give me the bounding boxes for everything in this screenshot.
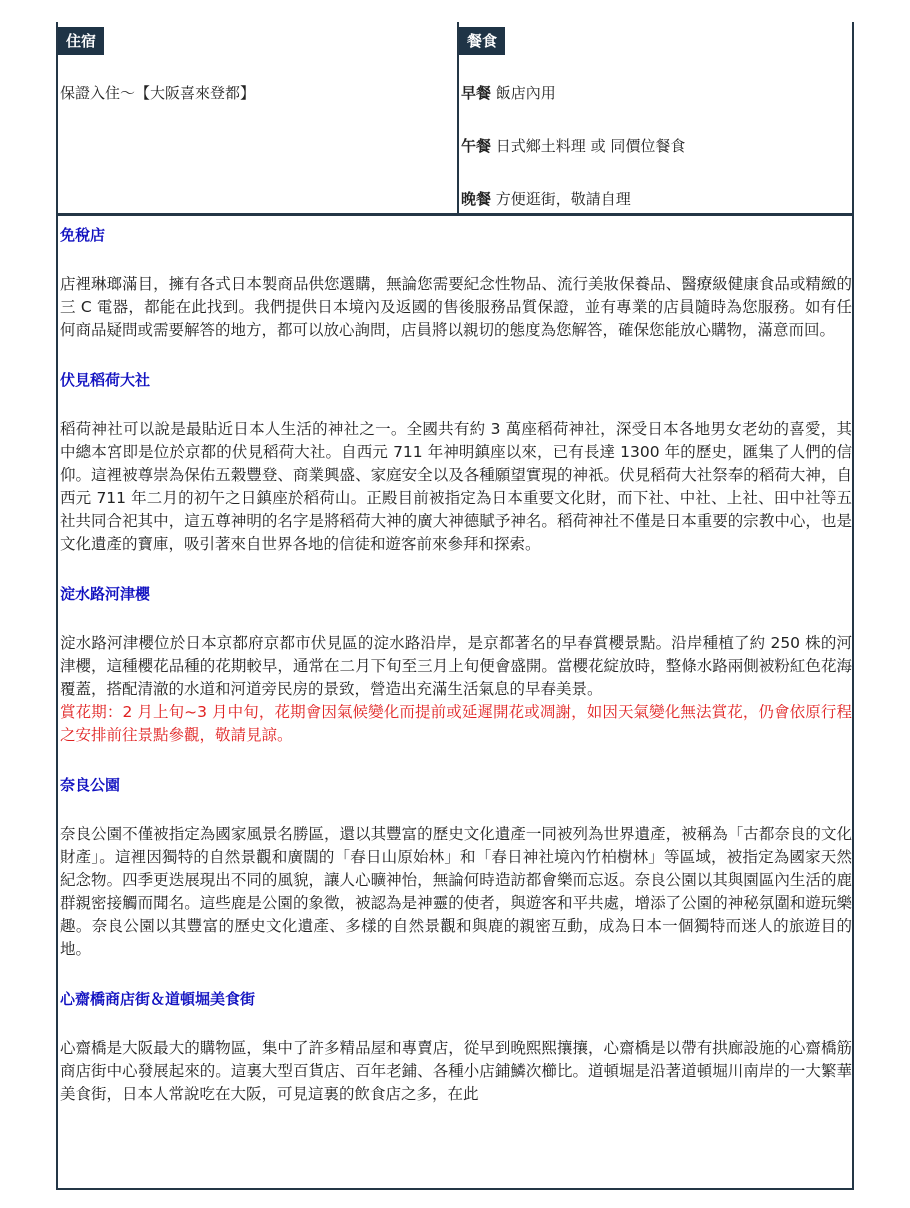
lodging-hotel: 保證入住～【大阪喜來登都】 — [60, 84, 256, 102]
itinerary-day-panel — [56, 22, 854, 1190]
bloom-season-note: 賞花期：2 月上旬~3 月中旬，花期會因氣候變化而提前或延遲開花或凋謝，如因天氣變化無法賞花，仍會依原行程之安排前往景點參觀，敬請見諒。 — [60, 703, 852, 744]
attractions-content — [60, 220, 852, 1133]
meal-value: 飯店內用 — [495, 84, 556, 102]
meal-name: 晚餐 — [461, 190, 492, 208]
meals-label: 餐食 — [459, 27, 505, 55]
meal-name: 午餐 — [461, 137, 492, 155]
section-title-nara-park: 奈良公園 — [60, 776, 121, 794]
section-title-yodo-kawazu-sakura: 淀水路河津櫻 — [60, 585, 151, 603]
section-title-duty-free: 免稅店 — [60, 226, 106, 244]
section-body-nara-park: 奈良公園不僅被指定為國家風景名勝區，還以其豐富的歷史文化遺產一同被列為世界遺產，被稱為「古都奈良的文化財產」。這裡因獨特的自然景觀和廣闊的「春日山原始林」和「春日神社境內竹柏樹林」等區域，被指定為國家天然紀念物。四季更迭展現出不同的風貌，讓人心曠神怡，無論何時造訪都會樂而忘返。奈良公園以其與園區內生活的鹿群親密接觸而聞名。這些鹿是公園的象徵，被認為是神靈的使者，與遊客和平共處，增添了公園的神秘氛圍和遊玩樂趣。奈良公園以其豐富的歷史文化遺產、多樣的自然景觀和與鹿的親密互動，成為日本一個獨特而迷人的旅遊目的地。 — [60, 825, 852, 958]
lodging-label: 住宿 — [58, 27, 104, 55]
meal-breakfast — [461, 83, 556, 103]
section-body-shinsaibashi-dotonbori: 心齋橋是大阪最大的購物區，集中了許多精品屋和專賣店，從早到晚熙熙攘攘，心齋橋是以帶有拱廊設施的心齋橋筋商店街中心發展起來的。這裏大型百貨店、百年老鋪、各種小店鋪鱗次櫛比。道頓堀是沿著道頓堀川南岸的一大繁華美食街，日本人常說吃在大阪，可見這裏的飲食店之多，在此 — [60, 1039, 852, 1103]
lodging-cell — [58, 22, 459, 213]
section-body-duty-free: 店裡琳瑯滿目，擁有各式日本製商品供您選購，無論您需要紀念性物品、流行美妝保養品、醫療級健康食品或精緻的三 C 電器，都能在此找到。我們提供日本境內及返國的售後服務品質保證，並有專業的店員隨時為您服務。如有任何商品疑問或需要解答的地方，都可以放心詢問，店員將以親切的態度為您解答，確保您能放心購物，滿意而回。 — [60, 275, 852, 339]
section-body-yodo-kawazu-sakura: 淀水路河津櫻位於日本京都府京都市伏見區的淀水路沿岸，是京都著名的早春賞櫻景點。沿岸種植了約 250 株的河津櫻，這種櫻花品種的花期較早，通常在二月下旬至三月上旬便會盛開。當櫻花綻放時，整條水路兩側被粉紅色花海覆蓋，搭配清澈的水道和河道旁民房的景致，營造出充滿生活氣息的早春美景。 — [60, 634, 852, 698]
meals-cell — [459, 22, 852, 213]
section-title-fushimi-inari: 伏見稻荷大社 — [60, 371, 151, 389]
meal-lunch — [461, 136, 685, 156]
meal-value: 日式鄉土料理 或 同價位餐食 — [495, 137, 686, 155]
section-title-shinsaibashi-dotonbori: 心齋橋商店街＆道頓堀美食街 — [60, 990, 256, 1008]
lodging-meals-table — [58, 22, 852, 216]
meal-name: 早餐 — [461, 84, 492, 102]
meal-dinner — [461, 189, 631, 209]
section-body-fushimi-inari: 稻荷神社可以說是最貼近日本人生活的神社之一。全國共有約 3 萬座稻荷神社，深受日本各地男女老幼的喜愛，其中總本宮即是位於京都的伏見稻荷大社。自西元 711 年神明鎮座以來，已有長達 1300 年的歷史，匯集了人們的信仰。這裡被尊崇為保佑五穀豐登、商業興盛、家庭安全以及各種願望實現的神祇。伏見稻荷大社祭奉的稻荷大神，自西元 711 年二月的初午之日鎮座於稻荷山。正殿目前被指定為日本重要文化財，而下社、中社、上社、田中社等五社共同合祀其中，這五尊神明的名字是將稻荷大神的廣大神德賦予神名。稻荷神社不僅是日本重要的宗教中心，也是文化遺產的寶庫，吸引著來自世界各地的信徒和遊客前來參拜和探索。 — [60, 420, 852, 553]
meal-value: 方便逛街，敬請自理 — [495, 190, 631, 208]
